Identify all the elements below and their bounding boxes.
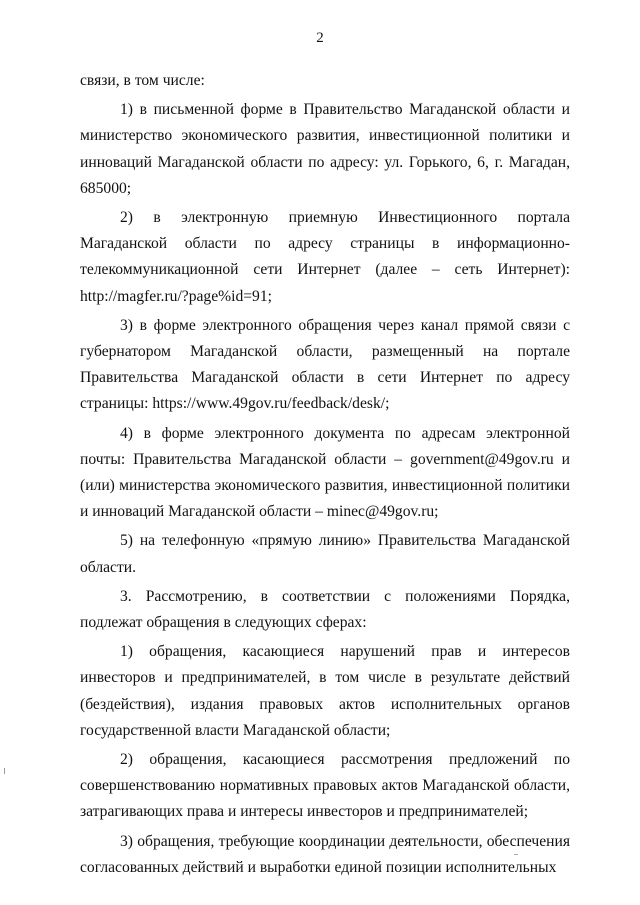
paragraph-email: 4) в форме электронного документа по адресам электронной почты: Правительства Магаданской области – government@49gov.ru и (или) министерства экономического развития, инвестиционной политики и инноваций Магаданской области – minec@49gov.ru; <box>80 424 570 521</box>
scan-edge-mark <box>4 768 5 774</box>
paragraph-governor-channel: 3) в форме электронного обращения через канал прямой связи с губернатором Магаданской области, размещенный на портале Правительства Магаданской области в сети Интернет по адресу страницы: https://www.49gov.ru/feedback/desk/; <box>80 316 570 413</box>
paragraph-electronic-reception: 2) в электронную приемную Инвестиционного портала Магаданской области по адресу страницы в информационно-телекоммуникационной сети Интернет (далее – сеть Интернет): http://magfer.ru/?page%id=91; <box>80 209 570 305</box>
scan-foot-mark <box>514 854 518 855</box>
paragraph-coordination: 3) обращения, требующие координации деятельности, обеспечения согласованных действий и выработки единой позиции исполнительных <box>80 832 570 876</box>
paragraph-rights-violations: 1) обращения, касающиеся нарушений прав и интересов инвесторов и предпринимателей, в том числе в результате действий (бездействия), издания правовых актов исполнительных органов государственной власти Магаданской области; <box>80 643 570 739</box>
page-number: 2 <box>316 30 324 46</box>
paragraph-continuation: связи, в том числе: <box>80 72 205 89</box>
paragraph-written-form: 1) в письменной форме в Правительство Магаданской области и министерство экономического развития, инвестиционной политики и инноваций Магаданской области по адресу: ул. Горького, 6, г. Магадан, 685000; <box>80 101 570 197</box>
paragraph-section-3: 3. Рассмотрению, в соответствии с положениями Порядка, подлежат обращения в следующих сферах: <box>80 587 570 632</box>
document-body <box>80 68 570 884</box>
paragraph-legal-acts: 2) обращения, касающиеся рассмотрения предложений по совершенствованию нормативных правовых актов Магаданской области, затрагивающих права и интересы инвесторов и предпринимателей; <box>80 751 570 821</box>
paragraph-hotline: 5) на телефонную «прямую линию» Правительства Магаданской области. <box>80 532 570 576</box>
